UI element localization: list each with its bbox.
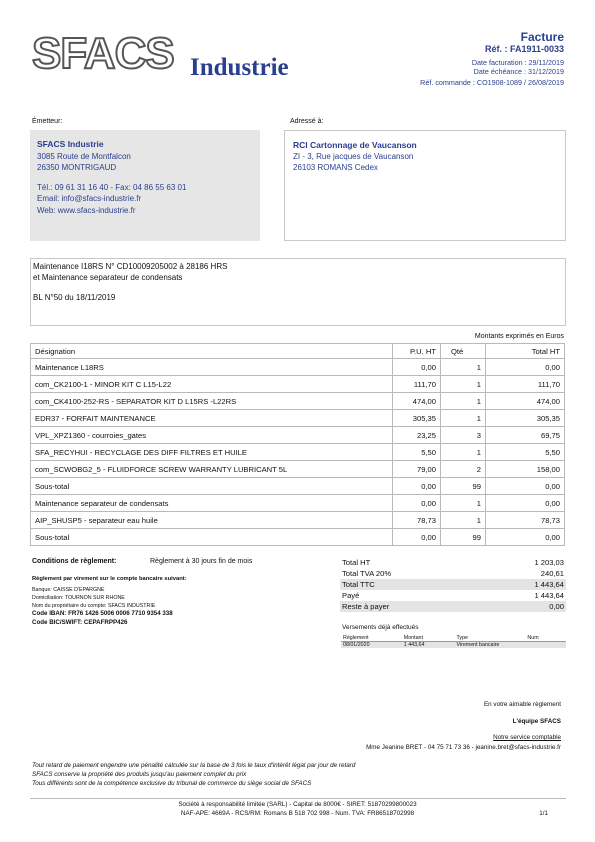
totals-label: Reste à payer	[340, 601, 478, 612]
table-row	[31, 376, 565, 393]
table-row	[31, 393, 565, 410]
cell-total: 0,00	[486, 529, 565, 546]
invoice-date: Date facturation : 29/11/2019	[471, 58, 564, 67]
cell-quantity: 99	[441, 478, 486, 495]
accounting-service: Notre service comptable	[493, 734, 561, 741]
invoice-note	[30, 258, 566, 326]
cell-designation: VPL_XPZ1360 - courroies_gates	[31, 427, 393, 444]
bic: Code BIC/SWIFT: CEPAFRPP426	[32, 619, 128, 626]
due-date: Date échéance : 31/12/2019	[473, 67, 564, 76]
payments-cell	[525, 642, 566, 649]
legal-line-2: SFACS conserve la propriété des produits jusqu'au paiement complet du prix	[32, 771, 247, 778]
legal-notice	[32, 761, 355, 788]
emitter-website: Web: www.sfacs-industrie.fr	[37, 205, 136, 215]
payments-made-title: Versements déjà effectués	[342, 624, 419, 631]
cell-total: 69,75	[486, 427, 565, 444]
cell-total: 0,00	[486, 495, 565, 512]
payments-header-cell: Type	[454, 635, 525, 642]
legal-line-3: Tous différents sont de la compétence exclusive du tribunal de commerce du siège social de SFACS	[32, 780, 312, 787]
cell-quantity: 1	[441, 512, 486, 529]
totals-row	[340, 579, 566, 590]
payments-made-table	[341, 635, 566, 648]
bank-domiciliation: Domiciliation: TOURNON SUR RHONE	[32, 595, 125, 601]
recipient-label: Adressé à:	[290, 118, 324, 125]
cell-unit-price: 0,00	[393, 529, 441, 546]
table-row	[31, 512, 565, 529]
table-header-row	[31, 344, 565, 359]
payments-header-cell: Règlement	[341, 635, 402, 642]
totals-label: Payé	[342, 591, 360, 600]
cell-designation: com_CK4100-252-RS - SEPARATOR KIT D L15RS -L22RS	[31, 393, 393, 410]
table-row	[31, 529, 565, 546]
cell-unit-price: 5,50	[393, 444, 441, 461]
cell-designation: Sous-total	[31, 529, 393, 546]
cell-unit-price: 0,00	[393, 359, 441, 376]
cell-total: 0,00	[486, 359, 565, 376]
cell-total: 111,70	[486, 376, 565, 393]
header-designation: Désignation	[31, 344, 393, 359]
emitter-address-1: 3085 Route de Montfalcon	[37, 151, 131, 161]
totals-label: Total HT	[342, 558, 371, 567]
header-total: Total HT	[486, 344, 565, 359]
order-reference: Réf. commande : CO1908-1089 / 26/08/2019	[420, 78, 564, 87]
accounting-contact: Mme Jeanine BRET - 04 75 71 73 36 - jeanine.bret@sfacs-industrie.fr	[366, 744, 561, 751]
cell-quantity: 1	[441, 444, 486, 461]
cell-unit-price: 79,00	[393, 461, 441, 478]
note-line-2: et Maintenance separateur de condensats	[33, 272, 183, 282]
conditions-label: Conditions de règlement:	[32, 558, 117, 565]
totals-value: 1 443,64	[478, 579, 566, 590]
iban: Code IBAN: FR76 1426 5006 0006 7710 9354 338	[32, 610, 173, 617]
payments-cell: 1 443,64	[402, 642, 455, 649]
emitter-name: SFACS Industrie	[37, 139, 104, 149]
totals-value: 240,61	[540, 569, 564, 578]
footer-line-1: Société à responsabilité limitée (SARL) - Capital de 8000€ - SIRET: 51870299800023	[178, 801, 417, 808]
conditions-value: Règlement à 30 jours fin de mois	[150, 558, 253, 565]
table-row	[31, 461, 565, 478]
cell-total: 474,00	[486, 393, 565, 410]
transfer-title: Règlement par virement sur le compte bancaire suivant:	[32, 576, 187, 582]
header-unit-price: P.U. HT	[393, 344, 441, 359]
company-logo	[32, 30, 322, 90]
cell-designation: Maintenance separateur de condensats	[31, 495, 393, 512]
bank-name: Banque: CAISSE D'EPARGNE	[32, 587, 105, 593]
recipient-name: RCI Cartonnage de Vaucanson	[293, 140, 417, 150]
table-row	[31, 495, 565, 512]
cell-designation: AIP_SHUSP5 - separateur eau huile	[31, 512, 393, 529]
table-row	[31, 359, 565, 376]
cell-designation: EDR37 - FORFAIT MAINTENANCE	[31, 410, 393, 427]
cell-total: 5,50	[486, 444, 565, 461]
totals-table	[340, 557, 566, 612]
legal-line-1: Tout retard de paiement engendre une pénalité calculée sur la base de 3 fois le taux d'intérêt légal par jour de retard	[32, 762, 356, 769]
payments-header-cell: Montant	[402, 635, 455, 642]
cell-designation: Maintenance L18RS	[31, 359, 393, 376]
table-row	[31, 478, 565, 495]
totals-value: 1 203,03	[534, 558, 564, 567]
footer-divider	[30, 798, 566, 799]
totals-row	[340, 601, 566, 612]
document-type: Facture	[520, 30, 564, 44]
emitter-email: Email: info@sfacs-industrie.fr	[37, 194, 142, 203]
totals-row	[340, 590, 566, 601]
totals-row	[340, 568, 566, 579]
cell-quantity: 1	[441, 393, 486, 410]
note-line-3: BL N°50 du 18/11/2019	[33, 293, 116, 302]
cell-quantity: 3	[441, 427, 486, 444]
logo-wordmark: Industrie	[190, 54, 289, 81]
cell-unit-price: 305,35	[393, 410, 441, 427]
cell-total: 0,00	[486, 478, 565, 495]
cell-unit-price: 0,00	[393, 495, 441, 512]
cell-quantity: 2	[441, 461, 486, 478]
emitter-phone: Tél.: 09 61 31 16 40 - Fax: 04 86 55 63 01	[37, 182, 187, 192]
cell-quantity: 99	[441, 529, 486, 546]
table-row	[31, 444, 565, 461]
closing-greeting: En votre aimable règlement	[483, 701, 561, 708]
totals-row	[340, 557, 566, 568]
footer-line-2: NAF-APE: 4669A - RCS/RM: Romans B 518 702 998 - Num. TVA: FR86518702998	[180, 810, 415, 817]
cell-quantity: 1	[441, 376, 486, 393]
cell-total: 305,35	[486, 410, 565, 427]
totals-value: 1 443,64	[534, 591, 564, 600]
recipient-address-2: 26103 ROMANS Cedex	[293, 163, 378, 172]
header-quantity: Qté	[441, 344, 486, 359]
totals-label: Total TVA 20%	[342, 569, 392, 578]
invoice-reference: Réf. : FA1911-0033	[484, 44, 564, 54]
recipient-block	[284, 130, 566, 241]
payments-cell: Virement bancaire	[454, 642, 525, 649]
recipient-address-1: ZI - 3, Rue jacques de Vaucanson	[293, 152, 414, 161]
cell-designation: com_CK2100-1 - MINOR KIT C L15-L22	[31, 376, 393, 393]
payments-row	[341, 642, 566, 649]
cell-total: 158,00	[486, 461, 565, 478]
cell-unit-price: 78,73	[393, 512, 441, 529]
totals-value: 0,00	[478, 601, 566, 612]
currency-note: Montants exprimés en Euros	[474, 333, 564, 340]
line-items-table	[30, 343, 565, 546]
payments-cell: 08/01/2020	[341, 642, 402, 649]
cell-unit-price: 474,00	[393, 393, 441, 410]
cell-quantity: 1	[441, 359, 486, 376]
cell-unit-price: 111,70	[393, 376, 441, 393]
payments-header-cell: Num	[525, 635, 566, 642]
cell-designation: SFA_RECYHUI - RECYCLAGE DES DIFF FILTRES ET HUILE	[31, 444, 393, 461]
closing-team: L'équipe SFACS	[512, 718, 561, 725]
emitter-address-2: 26350 MONTRIGAUD	[37, 163, 117, 172]
cell-designation: com_SCWOBG2_5 - FLUIDFORCE SCREW WARRANTY LUBRICANT 5L	[31, 461, 393, 478]
cell-quantity: 1	[441, 410, 486, 427]
page-number: 1/1	[539, 810, 548, 817]
account-owner: Nom du propriétaire du compte: SFACS INDUSTRIE	[32, 603, 156, 609]
cell-unit-price: 23,25	[393, 427, 441, 444]
table-row	[31, 410, 565, 427]
cell-quantity: 1	[441, 495, 486, 512]
emitter-label: Émetteur:	[32, 118, 63, 125]
note-line-1: Maintenance I18RS N° CD10009205002 à 28186 HRS	[33, 262, 228, 271]
logo-mark: SFACS	[32, 29, 174, 78]
emitter-block	[30, 130, 260, 241]
cell-designation: Sous-total	[31, 478, 393, 495]
totals-label: Total TTC	[340, 579, 478, 590]
table-row	[31, 427, 565, 444]
cell-total: 78,73	[486, 512, 565, 529]
cell-unit-price: 0,00	[393, 478, 441, 495]
